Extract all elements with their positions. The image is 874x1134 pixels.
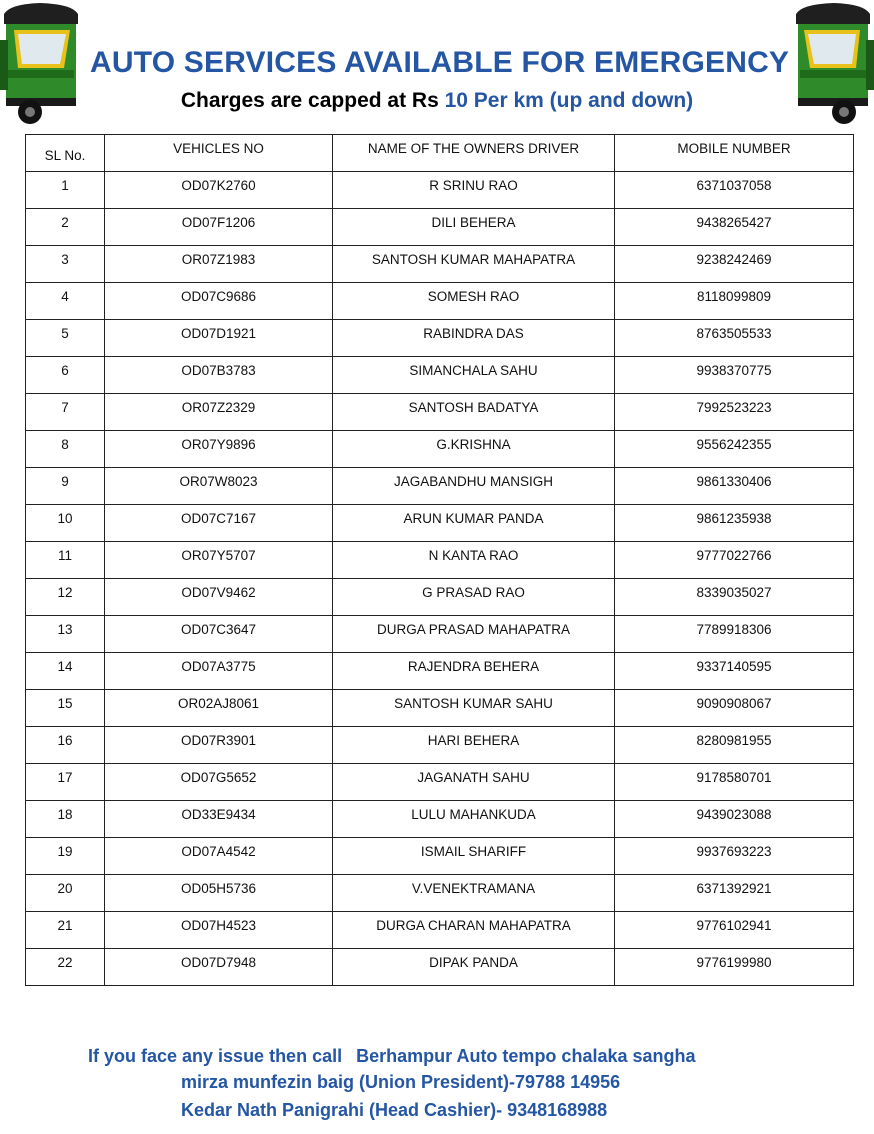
cell-owner-driver: RAJENDRA BEHERA [333,653,615,690]
column-header-mobile-number: MOBILE NUMBER [615,135,854,172]
cell-mobile-number: 8118099809 [615,283,854,320]
cell-mobile-number: 9861235938 [615,505,854,542]
table-row [26,949,854,986]
table-row [26,172,854,209]
table-row [26,838,854,875]
cell-owner-driver: JAGABANDHU MANSIGH [333,468,615,505]
auto-rickshaw-right-icon [794,0,874,130]
cell-sl-no: 9 [26,468,105,505]
charges-prefix: Charges are capped at Rs [180,89,439,112]
charges-highlight: 10 Per km (up and down) [444,89,694,112]
cell-owner-driver: G PRASAD RAO [333,579,615,616]
cell-owner-driver: RABINDRA DAS [333,320,615,357]
cell-owner-driver: G.KRISHNA [333,431,615,468]
table-row [26,912,854,949]
table-row [26,801,854,838]
cell-mobile-number: 9776199980 [615,949,854,986]
cell-mobile-number: 8280981955 [615,727,854,764]
cell-sl-no: 20 [26,875,105,912]
cell-sl-no: 19 [26,838,105,875]
column-header-vehicle-no: VEHICLES NO [105,135,333,172]
table-row [26,357,854,394]
cell-mobile-number: 9178580701 [615,764,854,801]
cell-owner-driver: DILI BEHERA [333,209,615,246]
cell-vehicle-no: OR07Y9896 [105,431,333,468]
cell-mobile-number: 9938370775 [615,357,854,394]
cell-sl-no: 22 [26,949,105,986]
cell-owner-driver: SANTOSH KUMAR SAHU [333,690,615,727]
cell-sl-no: 14 [26,653,105,690]
cell-vehicle-no: OD07G5652 [105,764,333,801]
cell-vehicle-no: OD05H5736 [105,875,333,912]
cell-mobile-number: 9090908067 [615,690,854,727]
table-header-row [26,135,854,172]
page-title: AUTO SERVICES AVAILABLE FOR EMERGENCY [90,46,790,79]
cell-owner-driver: ISMAIL SHARIFF [333,838,615,875]
cell-sl-no: 12 [26,579,105,616]
cell-vehicle-no: OD07A4542 [105,838,333,875]
cell-sl-no: 16 [26,727,105,764]
cell-owner-driver: SANTOSH BADATYA [333,394,615,431]
footer-contact-line [88,1046,874,1067]
cell-mobile-number: 9861330406 [615,468,854,505]
cell-vehicle-no: OD07D7948 [105,949,333,986]
table-row [26,727,854,764]
cell-mobile-number: 9776102941 [615,912,854,949]
table-row [26,875,854,912]
table-row [26,616,854,653]
cell-sl-no: 3 [26,246,105,283]
cell-sl-no: 10 [26,505,105,542]
cell-mobile-number: 9937693223 [615,838,854,875]
cell-vehicle-no: OR07Y5707 [105,542,333,579]
cell-mobile-number: 9556242355 [615,431,854,468]
cell-owner-driver: LULU MAHANKUDA [333,801,615,838]
cell-owner-driver: DURGA CHARAN MAHAPATRA [333,912,615,949]
column-header-sl-no: SL No. [26,135,105,172]
cell-sl-no: 8 [26,431,105,468]
table-row [26,320,854,357]
table-row [26,542,854,579]
cell-mobile-number: 9337140595 [615,653,854,690]
cell-sl-no: 15 [26,690,105,727]
table-row [26,283,854,320]
table-row [26,653,854,690]
table-row [26,764,854,801]
cell-mobile-number: 7789918306 [615,616,854,653]
cell-mobile-number: 8763505533 [615,320,854,357]
cell-vehicle-no: OD07R3901 [105,727,333,764]
cell-vehicle-no: OD07D1921 [105,320,333,357]
cell-sl-no: 13 [26,616,105,653]
footer-org-name: Berhampur Auto tempo chalaka sangha [356,1046,696,1066]
cell-vehicle-no: OR07Z2329 [105,394,333,431]
table-row [26,394,854,431]
cell-vehicle-no: OR07W8023 [105,468,333,505]
cell-owner-driver: ARUN KUMAR PANDA [333,505,615,542]
cell-vehicle-no: OD33E9434 [105,801,333,838]
cell-vehicle-no: OD07C3647 [105,616,333,653]
cell-mobile-number: 9777022766 [615,542,854,579]
cell-vehicle-no: OD07H4523 [105,912,333,949]
cell-sl-no: 7 [26,394,105,431]
cell-mobile-number: 9238242469 [615,246,854,283]
cell-sl-no: 1 [26,172,105,209]
cell-mobile-number: 8339035027 [615,579,854,616]
table-row [26,690,854,727]
cell-owner-driver: SOMESH RAO [333,283,615,320]
cell-vehicle-no: OD07A3775 [105,653,333,690]
cell-sl-no: 11 [26,542,105,579]
cell-owner-driver: V.VENEKTRAMANA [333,875,615,912]
cell-mobile-number: 9439023088 [615,801,854,838]
cell-mobile-number: 6371037058 [615,172,854,209]
cell-mobile-number: 6371392921 [615,875,854,912]
cell-owner-driver: JAGANATH SAHU [333,764,615,801]
table-row [26,209,854,246]
footer-president-contact: mirza munfezin baig (Union President)-79788 14956 [181,1072,621,1092]
cell-sl-no: 21 [26,912,105,949]
footer-cashier-contact: Kedar Nath Panigrahi (Head Cashier)- 9348168988 [181,1100,608,1120]
table-row [26,468,854,505]
cell-sl-no: 6 [26,357,105,394]
cell-sl-no: 5 [26,320,105,357]
cell-mobile-number: 9438265427 [615,209,854,246]
cell-owner-driver: SIMANCHALA SAHU [333,357,615,394]
table-row [26,505,854,542]
cell-sl-no: 17 [26,764,105,801]
cell-vehicle-no: OD07V9462 [105,579,333,616]
cell-vehicle-no: OR02AJ8061 [105,690,333,727]
cell-owner-driver: HARI BEHERA [333,727,615,764]
cell-owner-driver: DURGA PRASAD MAHAPATRA [333,616,615,653]
cell-sl-no: 18 [26,801,105,838]
auto-rickshaw-left-icon [0,0,80,130]
cell-vehicle-no: OR07Z1983 [105,246,333,283]
table-row [26,431,854,468]
cell-mobile-number: 7992523223 [615,394,854,431]
cell-vehicle-no: OD07B3783 [105,357,333,394]
cell-owner-driver: DIPAK PANDA [333,949,615,986]
cell-owner-driver: N KANTA RAO [333,542,615,579]
table-row [26,579,854,616]
footer-contact-prefix: If you face any issue then call [88,1046,343,1066]
cell-sl-no: 4 [26,283,105,320]
cell-sl-no: 2 [26,209,105,246]
cell-vehicle-no: OD07F1206 [105,209,333,246]
charges-note [90,89,784,113]
cell-vehicle-no: OD07C7167 [105,505,333,542]
cell-vehicle-no: OD07C9686 [105,283,333,320]
table-row [26,246,854,283]
cell-vehicle-no: OD07K2760 [105,172,333,209]
auto-services-table [25,134,854,986]
cell-owner-driver: R SRINU RAO [333,172,615,209]
column-header-owner-driver: NAME OF THE OWNERS DRIVER [333,135,615,172]
cell-owner-driver: SANTOSH KUMAR MAHAPATRA [333,246,615,283]
